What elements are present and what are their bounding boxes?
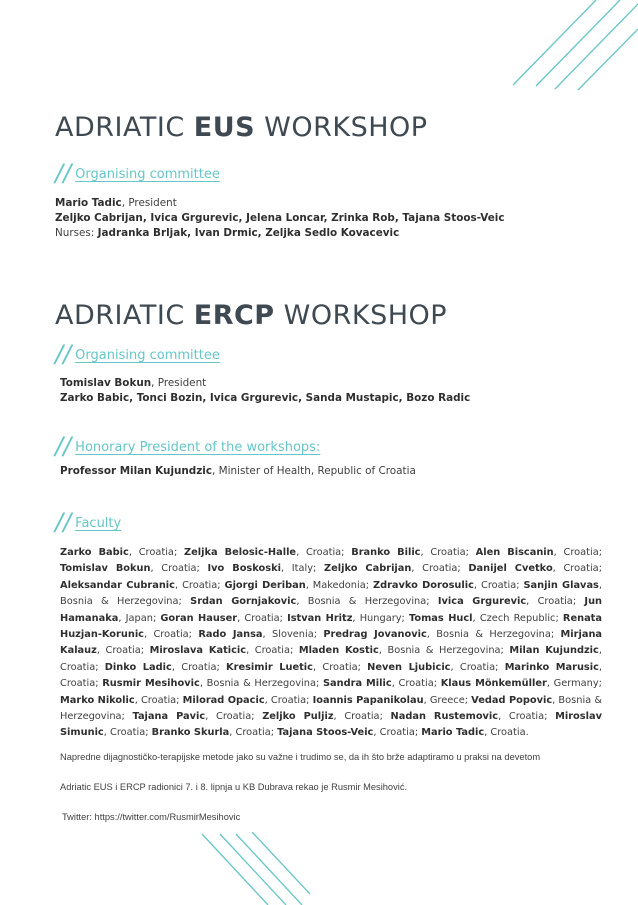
honorary-president-role: , Minister of Health, Republic of Croatia	[212, 465, 416, 477]
faculty-member-name: Zarko Babic	[60, 547, 129, 558]
double-slash-icon: //	[55, 432, 72, 460]
eus-organising-committee-heading	[55, 159, 220, 187]
ercp-president-line	[60, 376, 470, 391]
faculty-member: Mirjana Kalauz, Croatia;	[60, 629, 603, 657]
faculty-member: Nadan Rustemovic, Croatia;	[390, 711, 556, 723]
faculty-member: Zeljko Puljiz, Croatia;	[262, 711, 391, 723]
eus-nurses: Jadranka Brljak, Ivan Drmic, Zeljka Sedlo Kovacevic	[97, 227, 400, 239]
faculty-member: Rado Jansa, Slovenia;	[198, 629, 324, 641]
ercp-members-line	[60, 391, 470, 406]
faculty-member-name: Aleksandar Cubranic	[60, 579, 175, 591]
faculty-member-name: Mladen Kostic	[298, 645, 379, 657]
ercp-workshop-title	[55, 300, 447, 331]
eus-nurses-line	[55, 226, 505, 241]
faculty-member-name: Milan Kujundzic	[509, 645, 599, 657]
faculty-member-place: Italy	[291, 563, 314, 575]
faculty-member-name: Branko Bilic	[351, 547, 421, 558]
faculty-heading	[55, 508, 121, 536]
faculty-member-name: Tomas Hucl	[408, 612, 473, 624]
faculty-member-place: Croatia	[379, 727, 415, 739]
faculty-member-place: Croatia	[60, 661, 96, 673]
faculty-member-place: Makedonia	[312, 579, 366, 591]
faculty-list	[60, 545, 602, 742]
faculty-member-name: Srdan Gornjakovic	[190, 596, 297, 608]
faculty-member-place: Croatia	[138, 547, 174, 558]
faculty-member-place: Croatia	[430, 547, 466, 558]
bottom-decorative-lines	[200, 832, 310, 905]
faculty-member-name: Sandra Milic	[322, 678, 392, 690]
faculty-member-place: Croatia	[563, 563, 599, 575]
faculty-member-place: Croatia	[563, 547, 599, 558]
faculty-member: Tomislav Bokun, Croatia;	[60, 563, 208, 575]
eus-nurses-label: Nurses:	[55, 227, 98, 239]
faculty-member: Tajana Pavic, Croatia;	[132, 711, 263, 723]
faculty-member: Gjorgi Deriban, Makedonia;	[224, 579, 373, 591]
faculty-member: Kresimir Luetic, Croatia;	[226, 661, 368, 673]
faculty-member-name: Tomislav Bokun	[60, 563, 151, 575]
faculty-member: Rusmir Mesihovic, Bosnia & Herzegovina;	[102, 678, 323, 690]
honorary-president-name: Professor Milan Kujundzic	[60, 465, 213, 477]
eus-workshop-title	[55, 112, 428, 143]
faculty-member-place: Croatia	[305, 547, 342, 558]
faculty-member: Zeljko Cabrijan, Croatia;	[324, 563, 469, 575]
faculty-member-name: Dinko Ladic	[104, 661, 172, 673]
faculty-member-name: Alen Biscanin	[475, 547, 554, 558]
faculty-member: Tajana Stoos-Veic, Croatia;	[277, 727, 422, 739]
faculty-member-place: Czech Republic	[479, 612, 556, 624]
honorary-president-heading	[55, 432, 320, 460]
faculty-member-place: Germany	[553, 678, 599, 690]
faculty-member-place: Croatia	[153, 629, 189, 641]
faculty-member-name: Predrag Jovanovic	[323, 629, 427, 641]
news-paragraph-line-1: Napredne dijagnostičko-terapijske metode jako su važne i trudimo se, da ih što brže adaptiramo u praksi na devetom	[60, 752, 541, 762]
faculty-member-place: Croatia	[344, 711, 380, 723]
faculty-member-name: Marinko Marusic	[504, 661, 599, 673]
ercp-organising-committee-heading	[55, 340, 220, 368]
faculty-member-place: Croatia	[182, 579, 218, 591]
faculty-member-name: Tajana Pavic	[132, 711, 206, 723]
faculty-member-name: Goran Hauser	[160, 612, 238, 624]
faculty-member-place: Croatia	[109, 727, 146, 739]
faculty-member: Sandra Milic, Croatia;	[322, 678, 441, 690]
faculty-member: Ivica Grgurevic, Croatia;	[437, 596, 585, 608]
faculty-member-place: Croatia	[105, 645, 141, 657]
faculty-member: Vedad Popovic, Bosnia & Herzegovina;	[60, 694, 602, 723]
faculty-member-name: Vedad Popovic	[471, 694, 553, 706]
faculty-member: Milorad Opacic, Croatia;	[182, 694, 313, 706]
faculty-member-name: Mirjana Kalauz	[60, 629, 603, 657]
faculty-member: Srdan Gornjakovic, Bosnia & Herzegovina;	[190, 596, 438, 608]
faculty-member: Istvan Hritz, Hungary;	[287, 612, 409, 624]
faculty-member-place: Croatia	[254, 645, 290, 657]
faculty-subheading-label: Faculty	[75, 516, 122, 531]
faculty-member: Aleksandar Cubranic, Croatia;	[60, 579, 225, 591]
ercp-title-suffix: WORKSHOP	[274, 300, 448, 331]
faculty-member: Ioannis Papanikolau, Greece;	[312, 694, 472, 706]
honorary-subheading-label: Honorary President of the workshops:	[75, 440, 321, 455]
faculty-member-name: Gjorgi Deriban	[224, 579, 306, 591]
faculty-member: Alen Biscanin, Croatia;	[475, 547, 603, 558]
faculty-member-place: Bosnia & Herzegovina	[60, 596, 179, 608]
faculty-member-place: Croatia	[481, 579, 517, 591]
faculty-member-name: Ivo Boskoski	[207, 563, 281, 575]
faculty-member-name: Marko Nikolic	[60, 694, 135, 706]
eus-title-strong: EUS	[193, 112, 256, 143]
faculty-member-place: Croatia	[508, 711, 545, 723]
faculty-member-name: Nadan Rustemovic	[390, 711, 499, 723]
faculty-member-name: Rusmir Mesihovic	[102, 678, 200, 690]
faculty-member-place: Croatia	[140, 694, 177, 706]
faculty-member: Zdravko Dorosulic, Croatia;	[372, 579, 524, 591]
faculty-member: Branko Bilic, Croatia;	[351, 547, 476, 558]
faculty-member-place: Hungary	[359, 612, 402, 624]
faculty-member: Sanjin Glavas, Bosnia & Herzegovina;	[60, 579, 603, 608]
faculty-member: Neven Ljubicic, Croatia;	[367, 661, 505, 673]
faculty-member-place: Croatia	[215, 711, 252, 723]
ercp-subheading-label: Organising committee	[75, 348, 220, 363]
faculty-member: Milan Kujundzic, Croatia;	[60, 645, 602, 673]
faculty-member-place: Croatia	[161, 563, 197, 575]
twitter-link[interactable]: Twitter: https://twitter.com/RusmirMesihovic	[62, 812, 241, 822]
faculty-member-name: Ioannis Papanikolau	[312, 694, 424, 706]
faculty-member: Danijel Cvetko, Croatia;	[468, 563, 602, 575]
faculty-member-name: Branko Skurla	[151, 727, 230, 739]
faculty-member-place: Bosnia & Herzegovina	[307, 596, 427, 608]
eus-subheading-label: Organising committee	[75, 167, 220, 182]
eus-president-line	[55, 196, 505, 211]
faculty-member-name: Zeljka Belosic-Halle	[184, 547, 297, 558]
faculty-member-place: Croatia	[270, 694, 307, 706]
faculty-member: Miroslava Katicic, Croatia;	[149, 645, 299, 657]
eus-title-prefix: ADRIATIC	[55, 112, 194, 143]
faculty-member: Mario Tadic, Croatia.	[421, 727, 529, 739]
faculty-member-place: Bosnia & Herzegovina	[206, 678, 316, 690]
faculty-member-name: Sanjin Glavas	[523, 579, 599, 591]
faculty-member-name: Istvan Hritz	[287, 612, 353, 624]
faculty-member-name: Zdravko Dorosulic	[372, 579, 474, 591]
faculty-member-place: Slovenia	[272, 629, 314, 641]
double-slash-icon: //	[55, 159, 72, 187]
faculty-member-name: Renata Huzjan-Korunic	[60, 612, 602, 641]
faculty-member-place: Bosnia & Herzegovina	[60, 694, 602, 723]
faculty-member-place: Bosnia & Herzegovina	[387, 645, 501, 657]
faculty-member-place: Bosnia & Herzegovina	[436, 629, 551, 641]
faculty-member-place: Croatia	[490, 727, 526, 739]
ercp-members: Zarko Babic, Tonci Bozin, Ivica Grgurevic, Sanda Mustapic, Bozo Radic	[60, 392, 471, 404]
faculty-member-place: Croatia	[244, 612, 280, 624]
faculty-member: Jun Hamanaka, Japan;	[60, 596, 603, 624]
double-slash-icon: //	[55, 508, 72, 536]
faculty-member: Klaus Mönkemüller, Germany;	[440, 678, 602, 690]
faculty-member-place: Croatia	[235, 727, 271, 739]
faculty-member-place: Croatia	[537, 596, 573, 608]
faculty-member-name: Miroslava Katicic	[149, 645, 247, 657]
faculty-member-name: Kresimir Luetic	[226, 661, 313, 673]
faculty-member-name: Zeljko Puljiz	[262, 711, 334, 723]
faculty-member-name: Mario Tadic	[421, 727, 485, 739]
faculty-member: Dinko Ladic, Croatia;	[104, 661, 227, 673]
ercp-title-strong: ERCP	[193, 300, 275, 331]
faculty-member-place: Croatia	[422, 563, 458, 575]
faculty-member: Goran Hauser, Croatia;	[160, 612, 288, 624]
ercp-title-prefix: ADRIATIC	[55, 300, 194, 331]
honorary-president-line	[60, 464, 416, 479]
eus-committee-list	[55, 196, 505, 241]
faculty-member-name: Neven Ljubicic	[367, 661, 451, 673]
faculty-member-place: Croatia	[60, 678, 96, 690]
faculty-member-place: Croatia	[322, 661, 358, 673]
ercp-president-name: Tomislav Bokun	[60, 377, 152, 389]
faculty-member: Zeljka Belosic-Halle, Croatia;	[184, 547, 352, 558]
faculty-member-name: Rado Jansa	[198, 629, 263, 641]
faculty-member-place: Greece	[429, 694, 465, 706]
top-right-decorative-lines	[500, 0, 638, 95]
ercp-committee-list	[60, 376, 470, 406]
eus-members: Zeljko Cabrijan, Ivica Grgurevic, Jelena Loncar, Zrinka Rob, Tajana Stoos-Veic	[55, 212, 505, 224]
faculty-member-name: Miroslav Simunic	[60, 711, 602, 739]
faculty-member-name: Tajana Stoos-Veic	[277, 727, 374, 739]
faculty-member: Branko Skurla, Croatia;	[151, 727, 278, 739]
eus-president-role: , President	[121, 197, 177, 209]
faculty-member-place: Croatia	[459, 661, 496, 673]
faculty-member-place: Japan	[125, 612, 153, 624]
faculty-member: Marinko Marusic, Croatia;	[60, 661, 603, 690]
faculty-member-name: Zeljko Cabrijan	[324, 563, 412, 575]
double-slash-icon: //	[55, 340, 72, 368]
eus-members-line	[55, 211, 505, 226]
faculty-member-place: Croatia	[181, 661, 217, 673]
faculty-member: Tomas Hucl, Czech Republic;	[408, 612, 563, 624]
eus-president-name: Mario Tadic	[55, 197, 122, 209]
news-paragraph-line-2: Adriatic EUS i ERCP radionici 7. i 8. lipnja u KB Dubrava rekao je Rusmir Mesihović.	[60, 782, 408, 792]
faculty-member: Predrag Jovanovic, Bosnia & Herzegovina;	[323, 629, 561, 641]
faculty-member-name: Jun Hamanaka	[60, 596, 603, 624]
ercp-president-role: , President	[151, 377, 207, 389]
faculty-member: Zarko Babic, Croatia;	[60, 547, 184, 558]
faculty-member-name: Ivica Grgurevic	[437, 596, 527, 608]
faculty-member: Miroslav Simunic, Croatia;	[60, 711, 602, 739]
faculty-member: Ivo Boskoski, Italy;	[207, 563, 324, 575]
faculty-member-name: Klaus Mönkemüller	[440, 678, 547, 690]
faculty-member: Mladen Kostic, Bosnia & Herzegovina;	[298, 645, 510, 657]
faculty-member: Renata Huzjan-Korunic, Croatia;	[60, 612, 602, 641]
faculty-member: Marko Nikolic, Croatia;	[60, 694, 183, 706]
faculty-member-place: Croatia	[398, 678, 434, 690]
faculty-member-name: Danijel Cvetko	[468, 563, 553, 575]
faculty-member-name: Milorad Opacic	[182, 694, 265, 706]
eus-title-suffix: WORKSHOP	[255, 112, 428, 143]
